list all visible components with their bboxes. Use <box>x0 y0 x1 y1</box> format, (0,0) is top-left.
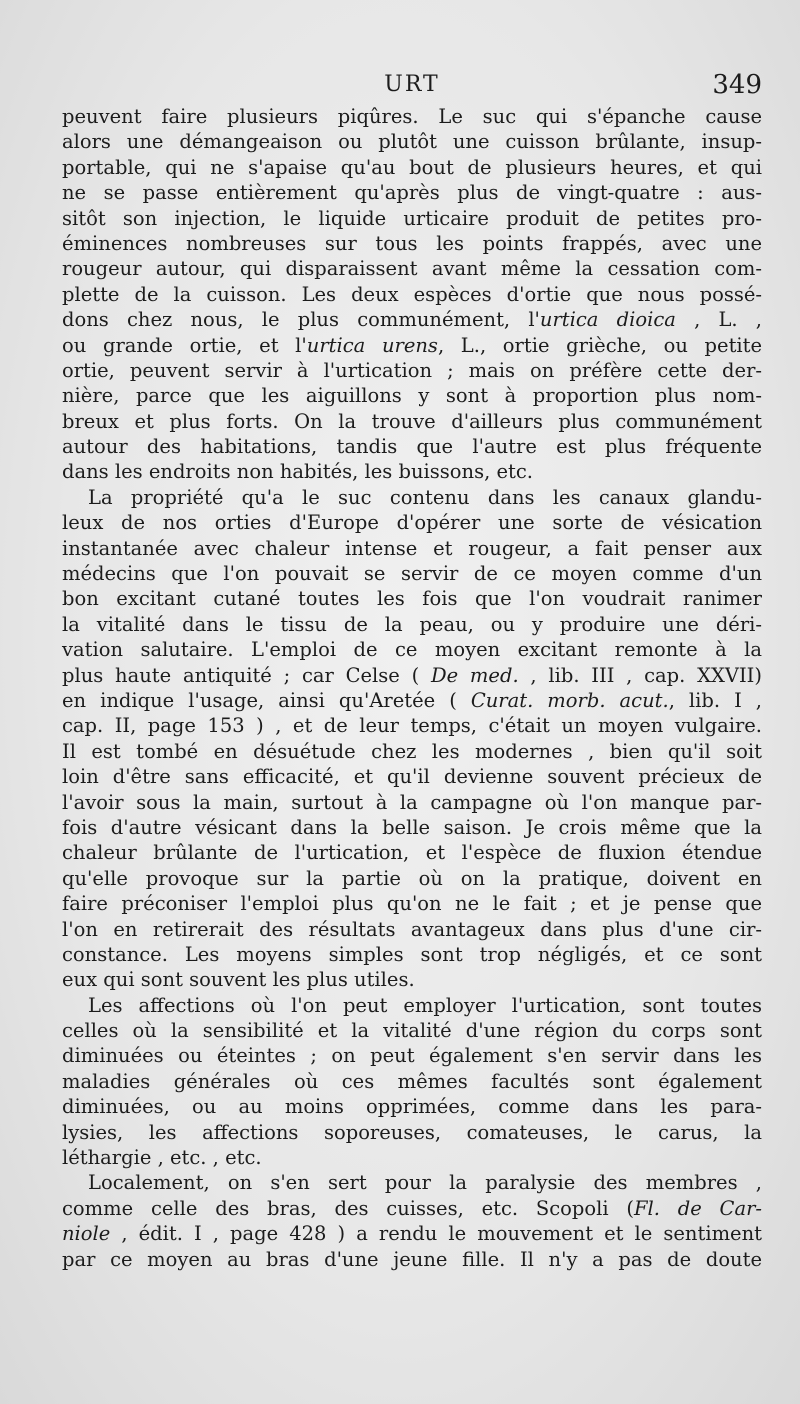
text-line <box>62 1221 762 1246</box>
text-line: La propriété qu'a le suc contenu dans les canaux glandu- <box>88 485 762 509</box>
italic-run: urtica dioica <box>539 308 676 332</box>
text-line: l'on en retirerait des résultats avantageux dans plus d'une cir- <box>62 917 762 941</box>
text-line: nière, parce que les aiguillons y sont à proportion plus nom- <box>62 384 762 408</box>
running-title: URT <box>384 72 440 97</box>
text-run: comme celle des bras, des cuisses, etc. Scopoli ( <box>62 1196 634 1220</box>
text-line: maladies générales où ces mêmes facultés sont également <box>62 1069 762 1093</box>
text-run: plus haute antiquité ; car Celse ( <box>62 663 431 687</box>
text-line <box>62 663 762 688</box>
text-line: loin d'être sans efficacité, et qu'il devienne souvent précieux de <box>62 765 762 789</box>
text-line <box>62 307 762 332</box>
text-line: eux qui sont souvent les plus utiles. <box>62 968 415 992</box>
text-line: portable, qui ne s'apaise qu'au bout de plusieurs heures, et qui <box>62 155 762 179</box>
text-line: peuvent faire plusieurs piqûres. Le suc qui s'épanche cause <box>62 105 762 128</box>
text-line: autour des habitations, tandis que l'autre est plus fréquente <box>62 435 762 459</box>
text-line: breux et plus forts. On la trouve d'ailleurs plus communément <box>62 409 762 433</box>
text-line: celles où la sensibilité et la vitalité d'une région du corps sont <box>62 1019 762 1043</box>
italic-run: urtica urens <box>306 333 438 357</box>
text-run: en indique l'usage, ainsi qu'Aretée ( <box>62 688 471 712</box>
text-line: chaleur brûlante de l'urtication, et l'espèce de fluxion étendue <box>62 841 762 865</box>
text-line: alors une démangeaison ou plutôt une cuisson brûlante, insup- <box>62 130 762 154</box>
italic-run: Fl. de Car- <box>633 1196 762 1220</box>
text-run: , lib. I , <box>668 688 762 712</box>
text-line: fois d'autre vésicant dans la belle saison. Je crois même que la <box>62 815 762 839</box>
text-line: vation salutaire. L'emploi de ce moyen excitant remonte à la <box>62 638 762 662</box>
text-line: constance. Les moyens simples sont trop négligés, et ce sont <box>62 942 762 966</box>
text-line: leux de nos orties d'Europe d'opérer une sorte de vésication <box>62 511 762 535</box>
text-line: faire préconiser l'emploi plus qu'on ne le fait ; et je pense que <box>62 892 762 916</box>
text-line: la vitalité dans le tissu de la peau, ou y produire une déri- <box>62 612 762 636</box>
italic-run: De med. <box>430 663 519 687</box>
italic-run: niole <box>62 1222 111 1246</box>
text-line: cap. II, page 153 ) , et de leur temps, c'était un moyen vulgaire. <box>62 714 762 738</box>
text-line: Localement, on s'en sert pour la paralysie des membres , <box>88 1171 762 1195</box>
text-line: instantanée avec chaleur intense et rougeur, a fait penser aux <box>62 536 762 560</box>
text-line: qu'elle provoque sur la partie où on la pratique, doivent en <box>62 866 762 890</box>
text-line: médecins que l'on pouvait se servir de ce moyen comme d'un <box>62 562 762 586</box>
body-text <box>62 104 762 1272</box>
text-line: dans les endroits non habités, les buissons, etc. <box>62 460 533 484</box>
text-line: lysies, les affections soporeuses, comateuses, le carus, la <box>62 1120 762 1144</box>
text-run: ou grande ortie, et l' <box>62 333 307 357</box>
text-line <box>62 688 762 713</box>
text-line: ortie, peuvent servir à l'urtication ; mais on préfère cette der- <box>62 358 762 382</box>
text-line: plette de la cuisson. Les deux espèces d'ortie que nous possé- <box>62 282 762 306</box>
text-line: ne se passe entièrement qu'après plus de vingt-quatre : aus- <box>62 181 762 205</box>
running-header <box>62 70 762 104</box>
text-line <box>62 1196 762 1221</box>
text-line: diminuées ou éteintes ; on peut également s'en servir dans les <box>62 1044 762 1068</box>
text-line: diminuées, ou au moins opprimées, comme dans les para- <box>62 1095 762 1119</box>
text-line: par ce moyen au bras d'une jeune fille. Il n'y a pas de doute <box>62 1247 762 1271</box>
text-run: dons chez nous, le plus communément, l' <box>62 308 540 332</box>
text-run: , L. , <box>675 308 763 332</box>
text-line: éminences nombreuses sur tous les points frappés, avec une <box>62 231 762 255</box>
text-run: , lib. III , cap. XXVII) <box>518 663 762 687</box>
text-run: , L., ortie grièche, ou petite <box>437 333 763 357</box>
text-line: l'avoir sous la main, surtout à la campagne où l'on manque par- <box>62 790 762 814</box>
text-line: sitôt son injection, le liquide urticaire produit de petites pro- <box>62 206 762 230</box>
text-line: léthargie , etc. , etc. <box>62 1146 262 1170</box>
text-line <box>62 333 762 358</box>
text-line: Les affections où l'on peut employer l'urtication, sont toutes <box>88 993 762 1017</box>
text-line: Il est tombé en désuétude chez les modernes , bien qu'il soit <box>62 739 762 763</box>
text-line: rougeur autour, qui disparaissent avant même la cessation com- <box>62 257 762 281</box>
text-line: bon excitant cutané toutes les fois que l'on voudrait ranimer <box>62 587 762 611</box>
italic-run: Curat. morb. acut. <box>470 688 669 712</box>
text-run: , édit. I , page 428 ) a rendu le mouvement et le sentiment <box>110 1222 762 1246</box>
page-number: 349 <box>712 70 762 100</box>
